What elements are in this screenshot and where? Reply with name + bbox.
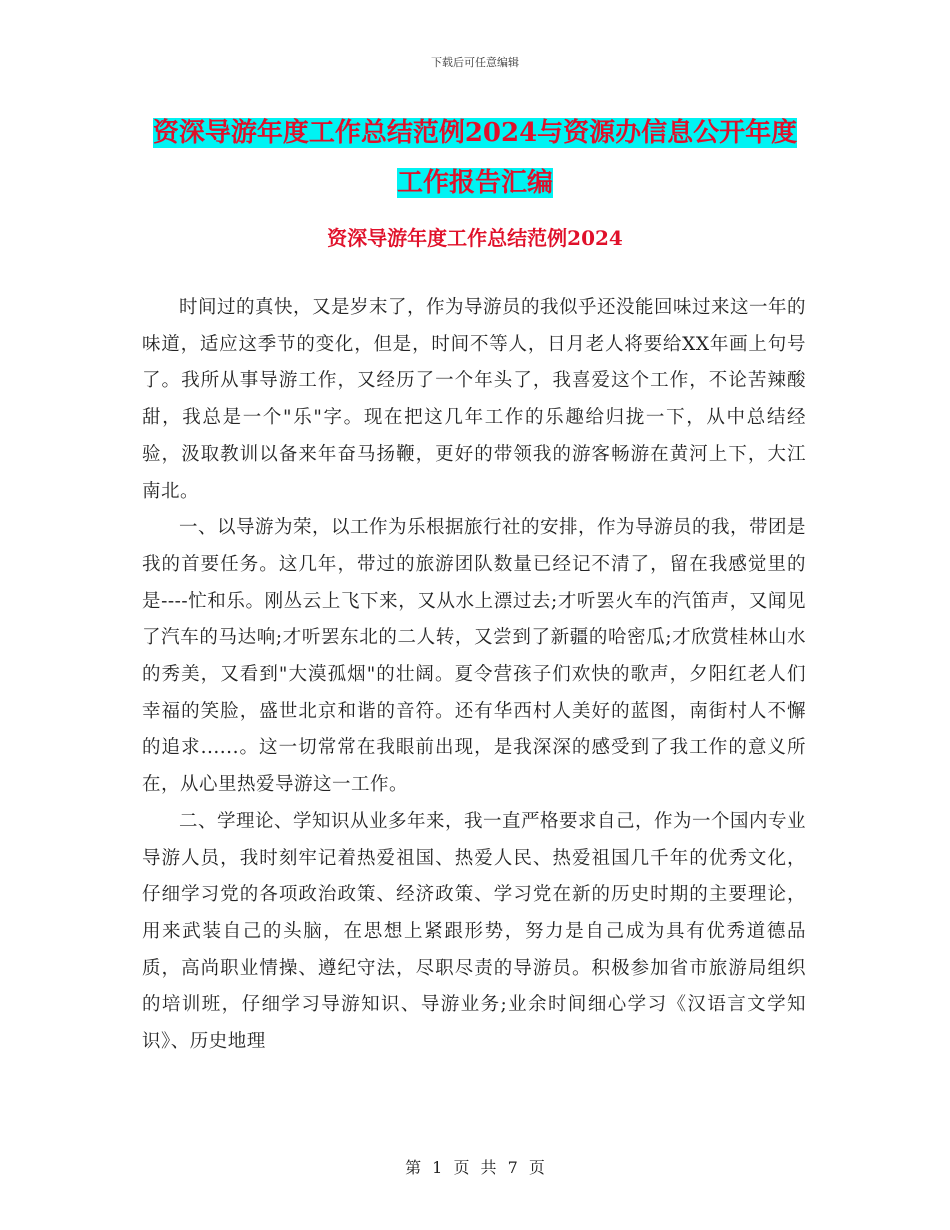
page-footer: 第 1 页 共 7 页 [405, 1158, 545, 1177]
section-title: 资深导游年度工作总结范例2024 [327, 226, 623, 250]
paragraph: 一、以导游为荣，以工作为乐根据旅行社的安排，作为导游员的我，带团是我的首要任务。这几年，带过的旅游团队数量已经记不清了，留在我感觉里的是----忙和乐。刚丛云上飞下来，又从水上漂过去;才听罢火车的汽笛声，又闻见了汽车的马达响;才听罢东北的二人转，又尝到了新疆的哈密瓜;才欣赏桂林山水的秀美，又看到"大漠孤烟"的壮阔。夏令营孩子们欢快的歌声，夕阳红老人们幸福的笑脸，盛世北京和谐的音符。还有华西村人美好的蓝图，南街村人不懈的追求......。这一切常常在我眼前出现，是我深深的感受到了我工作的意义所在，从心里热爱导游这一工作。 [142, 517, 807, 796]
paragraph: 二、学理论、学知识从业多年来，我一直严格要求自己，作为一个国内专业导游人员，我时刻牢记着热爱祖国、热爱人民、热爱祖国几千年的优秀文化，仔细学习党的各项政治政策、经济政策、学习党在新的历史时期的主要理论，用来武装自己的头脑，在思想上紧跟形势，努力是自己成为具有优秀道德品质，高尚职业情操、遵纪守法，尽职尽责的导游员。积极参加省市旅游局组织的培训班，仔细学习导游知识、导游业务;业余时间细心学习《汉语言文学知识》、历史地理 [142, 810, 807, 1053]
document-title [150, 108, 800, 208]
paragraph: 时间过的真快，又是岁末了，作为导游员的我似乎还没能回味过来这一年的味道，适应这季节的变化，但是，时间不等人，日月老人将要给XX年画上句号了。我所从事导游工作，又经历了一个年头了，我喜爱这个工作，不论苦辣酸甜，我总是一个"乐"字。现在把这几年工作的乐趣给归拢一下，从中总结经验，汲取教训以备来年奋马扬鞭，更好的带领我的游客畅游在黄河上下，大江南北。 [142, 297, 807, 502]
header-note: 下载后可任意编辑 [431, 56, 519, 69]
document-body [142, 290, 806, 1061]
document-title-text: 资深导游年度工作总结范例2024与资源办信息公开年度工作报告汇编 [152, 118, 798, 198]
